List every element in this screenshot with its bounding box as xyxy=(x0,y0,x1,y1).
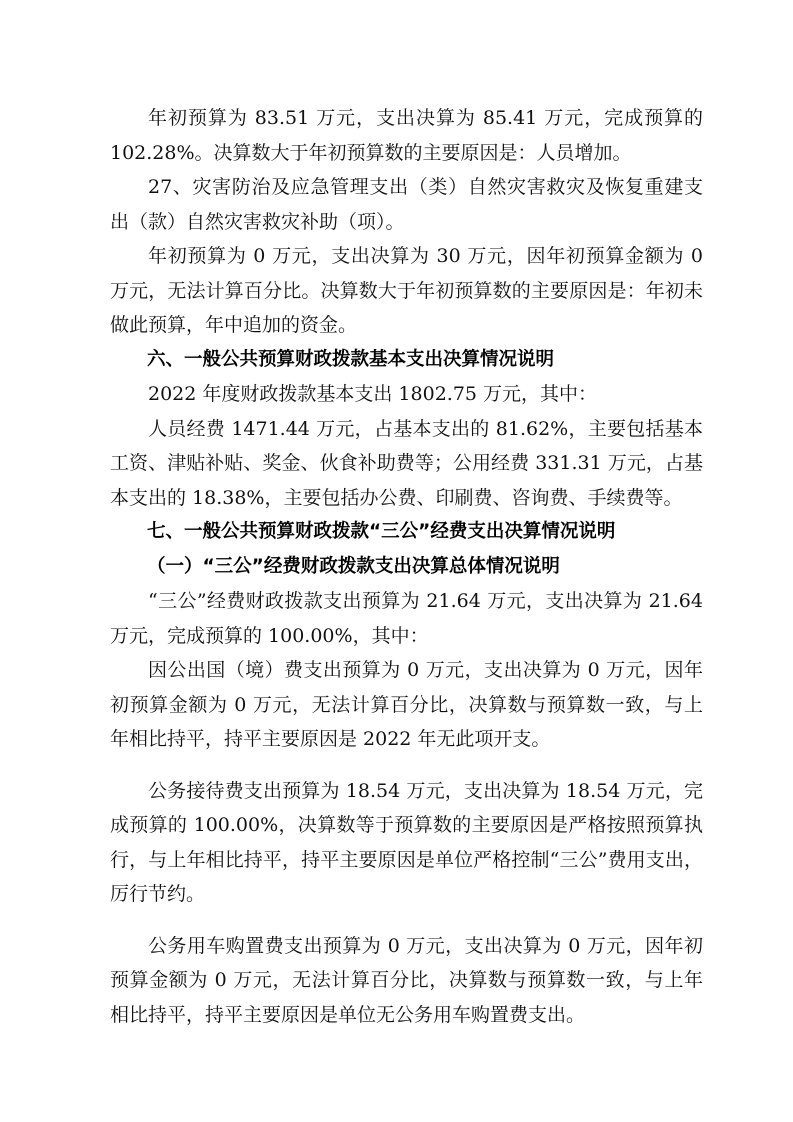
paragraph-spacer xyxy=(110,757,703,774)
paragraph-personnel-and-public-expenses: 人员经费 1471.44 万元，占基本支出的 81.62%，主要包括基本工资、津贴补贴、奖金、伙食补助费等；公用经费 331.31 万元，占基本支出的 18.38%，主要包括办公费、印刷费、咨询费、手续费等。 xyxy=(110,417,703,509)
paragraph-item-27: 27、灾害防治及应急管理支出（类）自然灾害救灾及恢复重建支出（款）自然灾害救灾补助（项）。 xyxy=(110,176,703,233)
paragraph-item-27-budget: 年初预算为 0 万元，支出决算为 30 万元，因年初预算金额为 0 万元，无法计算百分比。决算数大于年初预算数的主要原因是：年初未做此预算，年中追加的资金。 xyxy=(110,245,703,336)
paragraph-official-reception: 公务接待费支出预算为 18.54 万元，支出决算为 18.54 万元，完成预算的 100.00%，决算数等于预算数的主要原因是严格按照预算执行，与上年相比持平，持平主要原因是单位严格控制“三公”费用支出，厉行节约。 xyxy=(110,779,703,905)
paragraph-overseas-travel: 因公出国（境）费支出预算为 0 万元，支出决算为 0 万元，因年初预算金额为 0 万元，无法计算百分比，决算数与预算数一致，与上年相比持平，持平主要原因是 2022 年无此项开支。 xyxy=(110,659,703,750)
paragraph-three-public-overall: “三公”经费财政拨款支出预算为 21.64 万元，支出决算为 21.64 万元，完成预算的 100.00%，其中： xyxy=(110,590,703,647)
section-heading-7: 七、一般公共预算财政拨款“三公”经费支出决算情况说明 xyxy=(147,521,616,542)
subsection-heading-7-1: （一）“三公”经费财政拨款支出决算总体情况说明 xyxy=(147,555,560,577)
paragraph-budget-completion: 年初预算为 83.51 万元，支出决算为 85.41 万元，完成预算的 102.28%。决算数大于年初预算数的主要原因是：人员增加。 xyxy=(110,107,703,164)
paragraph-spacer xyxy=(110,912,703,929)
paragraph-vehicle-purchase: 公务用车购置费支出预算为 0 万元，支出决算为 0 万元，因年初预算金额为 0 万元，无法计算百分比，决算数与预算数一致，与上年相比持平，持平主要原因是单位无公务用车购置费支出。 xyxy=(110,934,703,1026)
paragraph-basic-expenditure-total: 2022 年度财政拨款基本支出 1802.75 万元，其中： xyxy=(148,383,598,405)
section-heading-6: 六、一般公共预算财政拨款基本支出决算情况说明 xyxy=(147,348,555,370)
document-body xyxy=(110,101,703,1032)
